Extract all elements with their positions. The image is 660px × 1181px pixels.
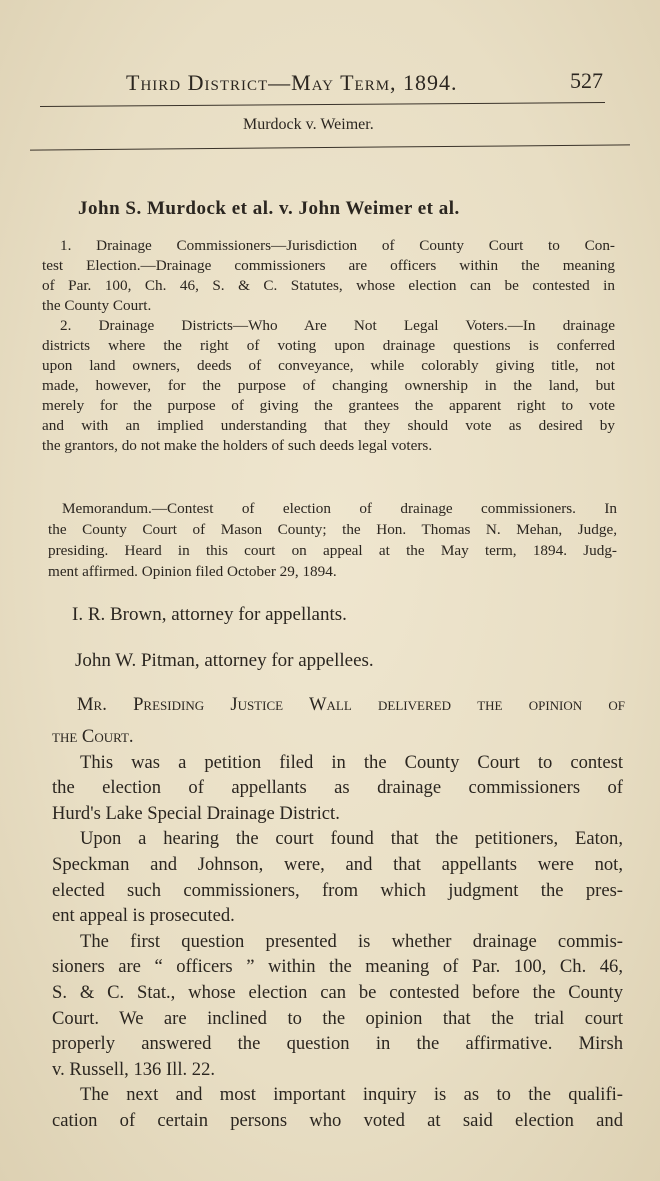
opinion-line: S. & C. Stat., whose election can be contested before the County [52, 982, 623, 1003]
opinion-line: elected such commissioners, from which judgment the pres- [52, 879, 623, 901]
header-rule-bottom [30, 144, 630, 150]
memorandum-line: the County Court of Mason County; the Hon. Thomas N. Mehan, Judge, [48, 521, 617, 538]
headnote-line: made, however, for the purpose of changing ownership in the land, but [42, 377, 615, 394]
attorney-line: John W. Pitman, attorney for appellees. [75, 650, 374, 671]
headnote-line: 2. Drainage Districts—Who Are Not Legal Voters.—In drainage [60, 317, 615, 334]
case-short-title: Murdock v. Weimer. [243, 116, 374, 133]
opinion-line: Court. We are inclined to the opinion that the trial court [52, 1007, 623, 1029]
opinion-heading: Mr. Presiding Justice Wall delivered the opinion of [77, 694, 625, 715]
opinion-line: the election of appellants as drainage commissioners of [52, 777, 623, 799]
opinion-line: ent appeal is prosecuted. [52, 905, 235, 927]
headnote-line: districts where the right of voting upon drainage questions is conferred [42, 337, 615, 354]
headnote-line: the grantors, do not make the holders of such deeds legal voters. [42, 437, 433, 454]
opinion-heading: the Court. [52, 726, 134, 747]
case-title: John S. Murdock et al. v. John Weimer et al. [78, 198, 460, 219]
opinion-line: Hurd's Lake Special Drainage District. [52, 802, 340, 824]
headnote-line: 1. Drainage Commissioners—Jurisdiction of County Court to Con- [60, 237, 615, 254]
opinion-line: The next and most important inquiry is as to the qualifi- [80, 1084, 623, 1106]
opinion-line: cation of certain persons who voted at said election and [52, 1110, 623, 1131]
opinion-line: v. Russell, 136 Ill. 22. [52, 1058, 216, 1080]
memorandum-line: Memorandum.—Contest of election of drainage commissioners. In [62, 500, 617, 517]
memorandum-line: presiding. Heard in this court on appeal at the May term, 1894. Judg- [48, 542, 617, 559]
opinion-line: sioners are “ officers ” within the meaning of Par. 100, Ch. 46, [52, 956, 623, 978]
opinion-line: Upon a hearing the court found that the petitioners, Eaton, [80, 828, 623, 850]
headnote-line: merely for the purpose of giving the grantees the apparent right to vote [42, 397, 615, 414]
header-rule-top [40, 102, 605, 107]
headnote-line: and with an implied understanding that they should vote as desired by [42, 417, 615, 434]
running-head: Third District—May Term, 1894. [126, 70, 458, 95]
opinion-line: properly answered the question in the affirmative. Mirsh [52, 1033, 623, 1055]
headnote-line: the County Court. [42, 297, 152, 314]
opinion-line: The first question presented is whether drainage commis- [80, 930, 623, 952]
opinion-line: Speckman and Johnson, were, and that appellants were not, [52, 854, 623, 875]
headnote-line: test Election.—Drainage commissioners are officers within the meaning [42, 257, 615, 274]
page-number: 527 [570, 68, 603, 93]
memorandum-line: ment affirmed. Opinion filed October 29, 1894. [48, 563, 337, 580]
headnote-line: upon land owners, deeds of conveyance, while colorably giving title, not [42, 357, 615, 374]
headnote-line: of Par. 100, Ch. 46, S. & C. Statutes, whose election can be contested in [42, 277, 615, 294]
opinion-line: This was a petition filed in the County Court to contest [80, 751, 623, 773]
attorney-line: I. R. Brown, attorney for appellants. [72, 604, 347, 625]
